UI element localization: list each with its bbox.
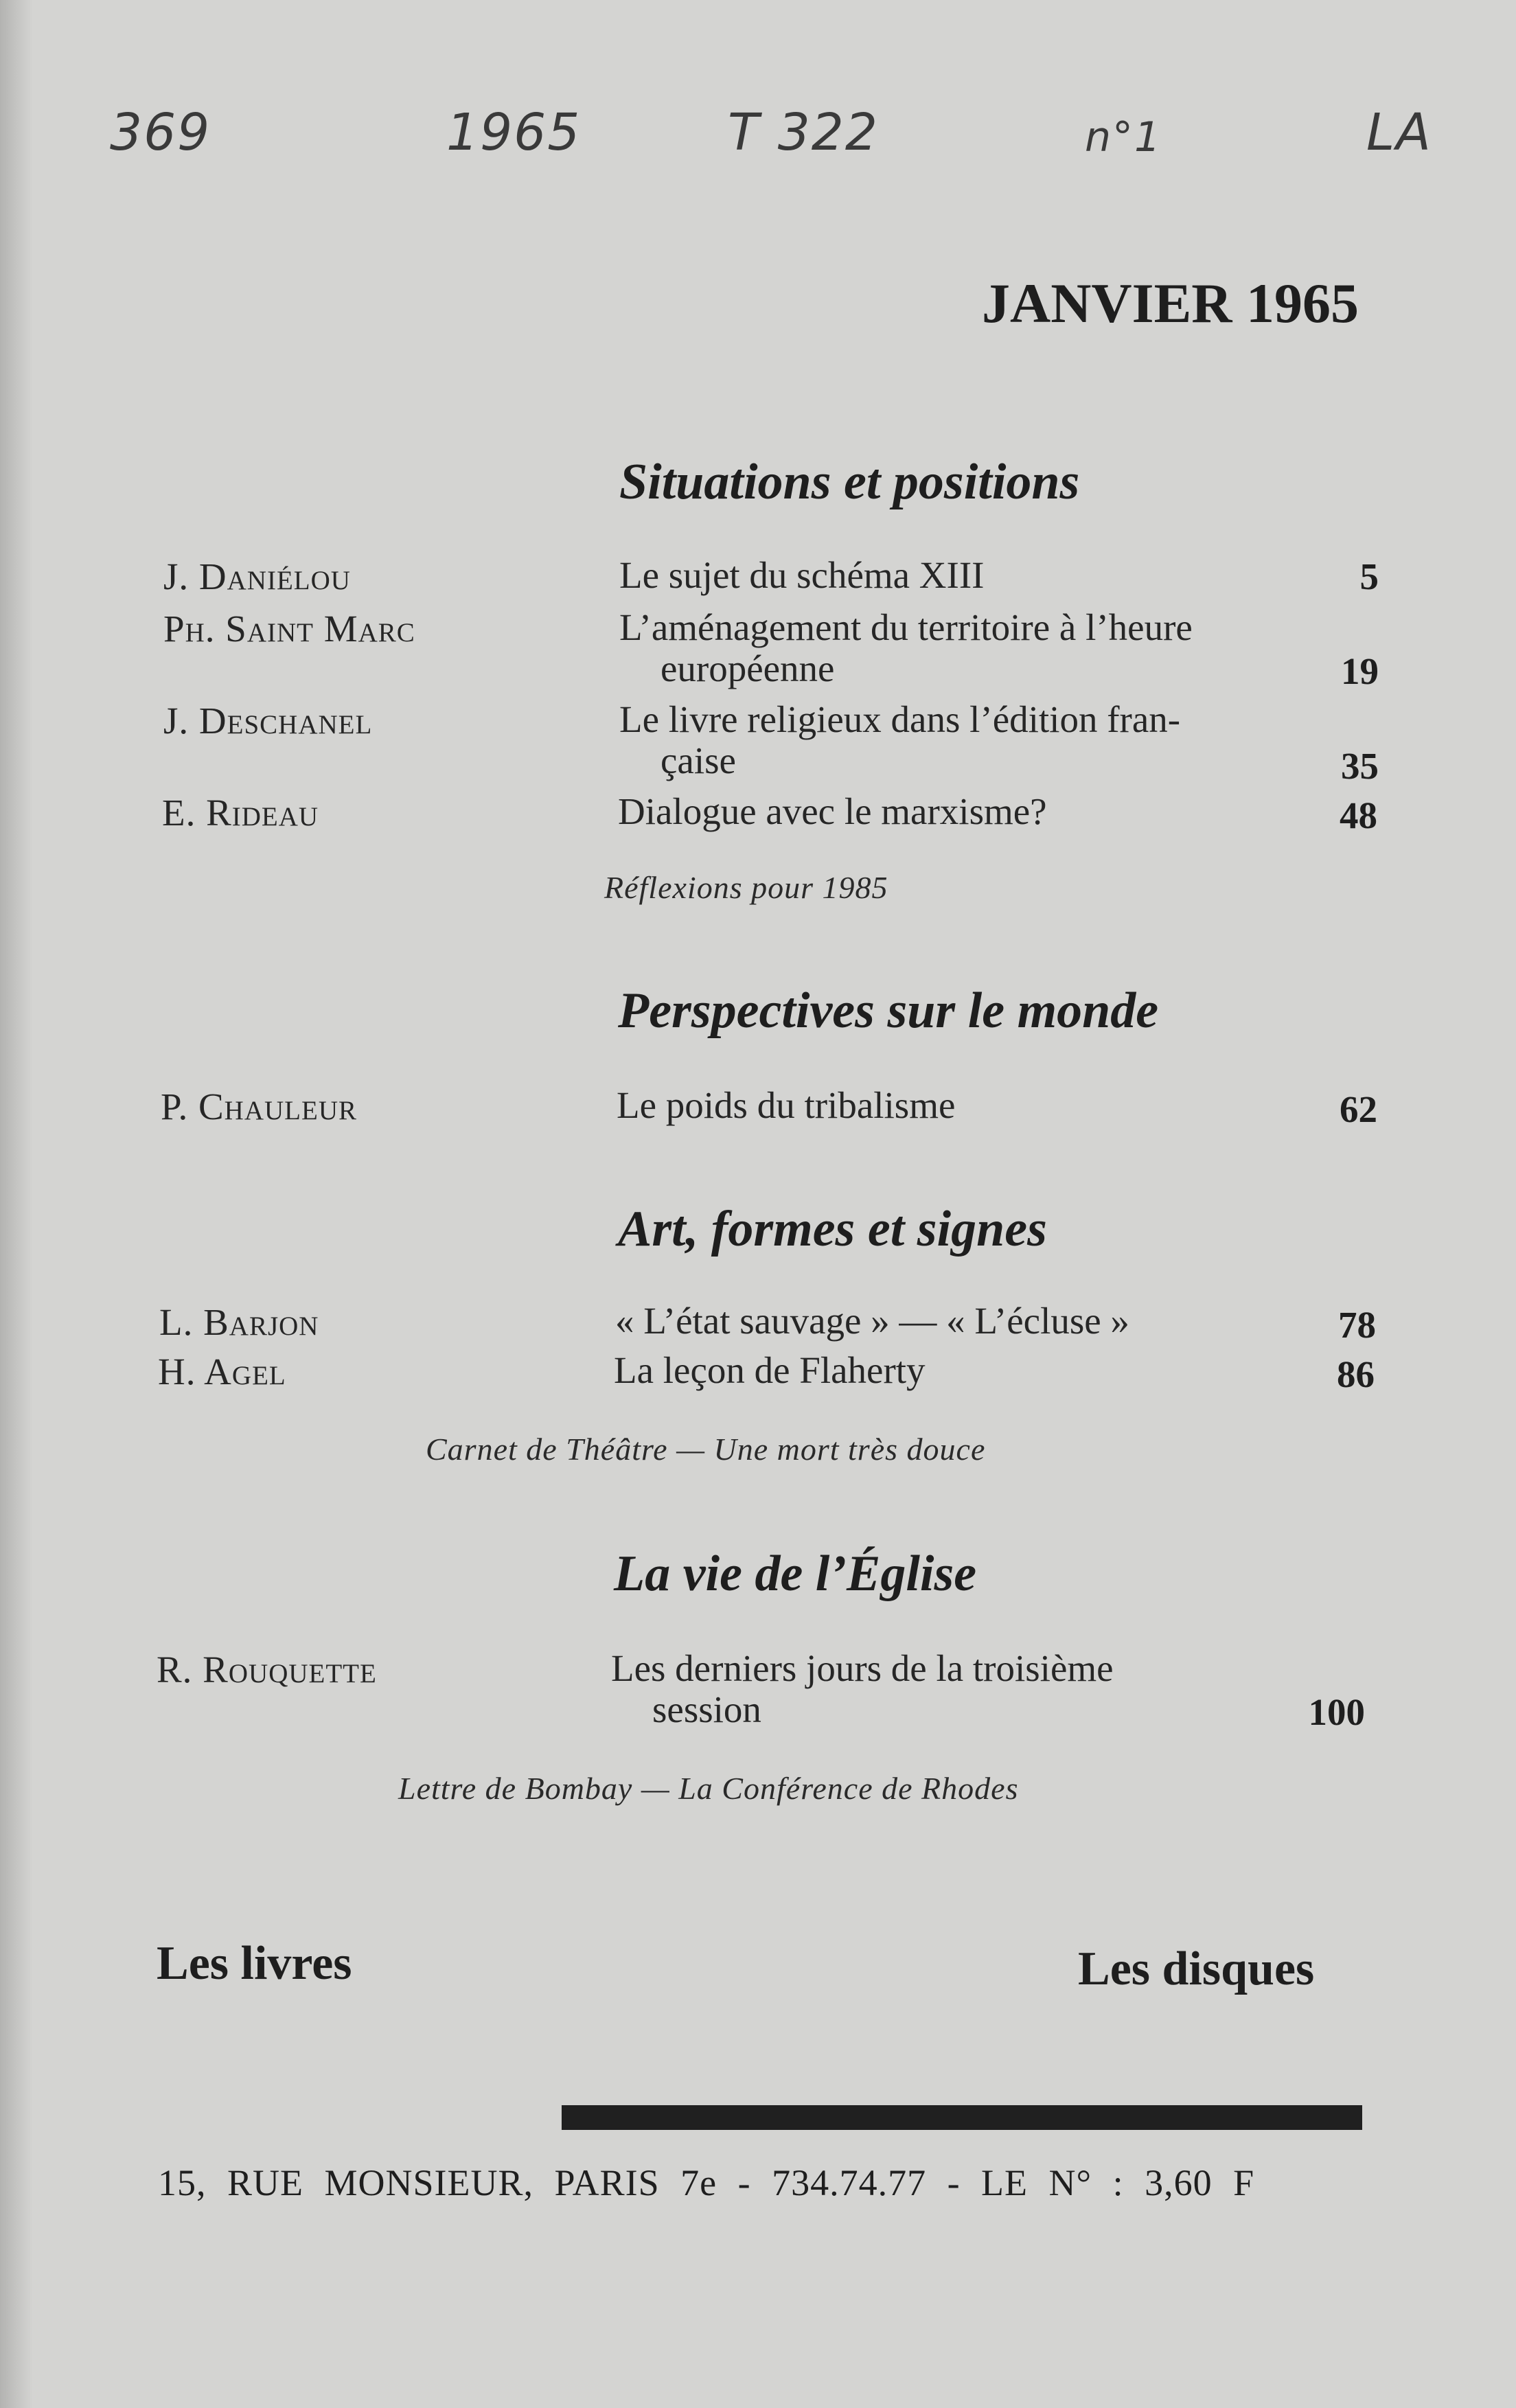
author-rouquette: R. Rouquette (157, 1649, 377, 1690)
handwritten-year: 1965 (446, 103, 582, 162)
page-number: 48 (1340, 794, 1377, 836)
title-line: çaise (661, 739, 736, 781)
handwritten-issue-no: n°1 (1085, 113, 1162, 161)
title-etat-sauvage: « L’état sauvage » — « L’écluse » (615, 1300, 1129, 1342)
title-line: session (652, 1688, 761, 1730)
author-barjon: L. Barjon (159, 1301, 319, 1343)
title-line: européenne (661, 647, 835, 689)
title-schema-xiii: Le sujet du schéma XIII (619, 554, 985, 596)
page-number: 5 (1359, 555, 1379, 597)
title-livre-religieux (619, 699, 1299, 781)
author-saint-marc: Ph. Saint Marc (163, 608, 415, 650)
rubric-reflexions: Réflexions pour 1985 (604, 870, 888, 905)
page-edge-shadow (0, 0, 33, 2408)
author-deschanel: J. Deschanel (163, 700, 373, 742)
title-line: L’aménagement du territoire à l’heure (619, 606, 1193, 648)
section-heading-art: Art, formes et signes (618, 1201, 1047, 1257)
publisher-address: 15, RUE MONSIEUR, PARIS 7e - 734.74.77 - LE N° : 3,60 F (158, 2162, 1255, 2203)
author-chauleur: P. Chauleur (161, 1086, 357, 1127)
page-number: 78 (1338, 1304, 1376, 1346)
rubric-carnet-theatre: Carnet de Théâtre — Une mort très douce (426, 1432, 986, 1467)
rubric-lettre-bombay: Lettre de Bombay — La Conférence de Rhodes (398, 1771, 1019, 1806)
section-heading-situations: Situations et positions (619, 454, 1080, 510)
issue-date: JANVIER 1965 (982, 272, 1359, 334)
title-troisieme-session (611, 1648, 1291, 1730)
title-line: Les derniers jours de la troisième (611, 1647, 1114, 1689)
handwritten-tome: T 322 (728, 103, 879, 162)
handwritten-number: 369 (110, 103, 211, 162)
title-line: Le livre religieux dans l’édition fran- (619, 698, 1181, 740)
title-amenagement (619, 607, 1299, 689)
page-number: 100 (1308, 1691, 1365, 1733)
books-heading: Les livres (157, 1937, 352, 1990)
handwritten-mark: LA (1366, 103, 1432, 162)
title-flaherty: La leçon de Flaherty (614, 1349, 926, 1391)
section-heading-eglise: La vie de l’Église (614, 1546, 977, 1602)
records-heading: Les disques (1078, 1942, 1315, 1995)
author-rideau: E. Rideau (162, 792, 319, 834)
title-tribalisme: Le poids du tribalisme (617, 1084, 956, 1126)
page-number: 86 (1337, 1353, 1375, 1395)
author-danielou: J. Daniélou (163, 555, 351, 597)
page-number: 35 (1341, 745, 1379, 787)
page-number: 62 (1340, 1088, 1377, 1130)
author-agel: H. Agel (158, 1351, 286, 1392)
page-number: 19 (1341, 650, 1379, 692)
decorative-rule (562, 2105, 1362, 2130)
section-heading-perspectives: Perspectives sur le monde (618, 983, 1159, 1039)
title-dialogue-marxisme: Dialogue avec le marxisme? (618, 790, 1047, 832)
